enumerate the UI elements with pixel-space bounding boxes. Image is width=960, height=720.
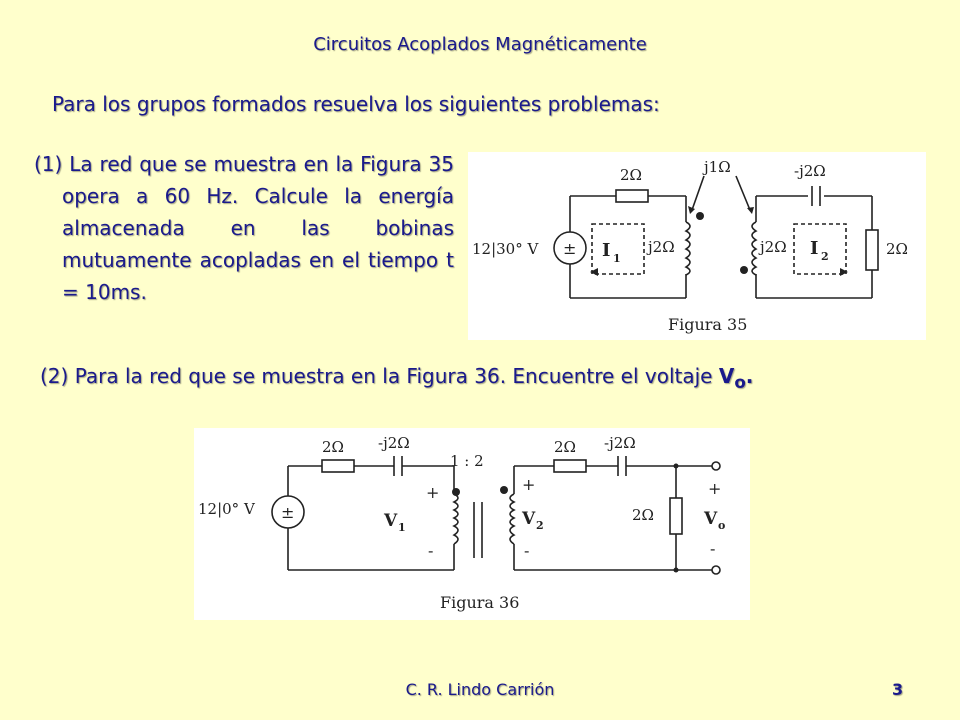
footer-author: C. R. Lindo Carrión: [405, 680, 555, 699]
label-i1-sub: 1: [613, 252, 621, 265]
resistor-symbol: [616, 190, 648, 202]
label-v2: V: [522, 509, 536, 529]
inductor-symbol: [686, 222, 690, 275]
label-i2: I: [810, 238, 819, 259]
label-source: 12|0° V: [198, 500, 255, 518]
resistor-symbol: [866, 230, 878, 270]
vo-minus: -: [710, 539, 716, 558]
v2-minus: -: [524, 541, 530, 560]
label-c1: -j2Ω: [378, 434, 410, 452]
polarity-dot: [500, 486, 508, 494]
problem-1-text: (1) La red que se muestra en la Figura 35 opera a 60 Hz. Calcule la energía almacenada en las bobinas mutuamente acopladas en el tiempo t = 10ms.: [34, 152, 454, 304]
problem-2-text: [40, 364, 753, 392]
vo-plus: +: [708, 479, 722, 498]
label-r2: 2Ω: [554, 438, 576, 456]
label-i2-sub: 2: [821, 250, 829, 263]
problem-2-variable: V: [718, 364, 735, 388]
figure-36-caption: Figura 36: [440, 593, 520, 612]
problem-2-suffix: .: [745, 364, 754, 388]
label-r-right: 2Ω: [886, 240, 908, 258]
page-number: 3: [892, 680, 904, 699]
v2-plus: +: [522, 475, 536, 494]
label-l-left: j2Ω: [648, 238, 675, 256]
figure-36: [194, 428, 750, 620]
figure-35-circuit: [468, 152, 926, 340]
figure-35-caption: Figura 35: [668, 315, 748, 334]
inductor-symbol: [510, 494, 514, 544]
label-r1: 2Ω: [322, 438, 344, 456]
polarity-dot: [452, 488, 460, 496]
v1-minus: -: [428, 541, 434, 560]
source-polarity: ±: [563, 239, 577, 258]
label-c2: -j2Ω: [604, 434, 636, 452]
label-mutual: j1Ω: [704, 158, 731, 176]
figure-36-circuit: [194, 428, 750, 620]
polarity-dot: [740, 266, 748, 274]
polarity-dot: [696, 212, 704, 220]
label-i1: I: [602, 240, 611, 261]
label-vo-sub: o: [718, 519, 726, 532]
inductor-symbol: [752, 222, 756, 275]
slide-title: Circuitos Acoplados Magnéticamente: [313, 34, 647, 55]
inductor-symbol: [454, 494, 458, 544]
label-source: 12|30° V: [472, 240, 539, 258]
label-v1-sub: 1: [398, 521, 406, 534]
figure-35: [468, 152, 926, 340]
label-r-left: 2Ω: [620, 166, 642, 184]
label-l-right: j2Ω: [760, 238, 787, 256]
label-cap-right: -j2Ω: [794, 162, 826, 180]
label-vo: V: [704, 509, 718, 529]
terminal-icon: [712, 566, 720, 574]
slide-subtitle: Para los grupos formados resuelva los siguientes problemas:: [52, 92, 660, 116]
v1-plus: +: [426, 483, 440, 502]
label-r-load: 2Ω: [632, 506, 654, 524]
label-ratio: 1 : 2: [450, 452, 484, 470]
label-v2-sub: 2: [536, 519, 544, 532]
label-v1: V: [384, 511, 398, 531]
problem-2-subscript: o: [734, 373, 746, 392]
resistor-symbol: [554, 460, 586, 472]
problem-2-prefix: (2) Para la red que se muestra en la Figura 36. Encuentre el voltaje: [40, 364, 719, 388]
source-polarity: ±: [281, 503, 295, 522]
resistor-symbol: [670, 498, 682, 534]
terminal-icon: [712, 462, 720, 470]
resistor-symbol: [322, 460, 354, 472]
